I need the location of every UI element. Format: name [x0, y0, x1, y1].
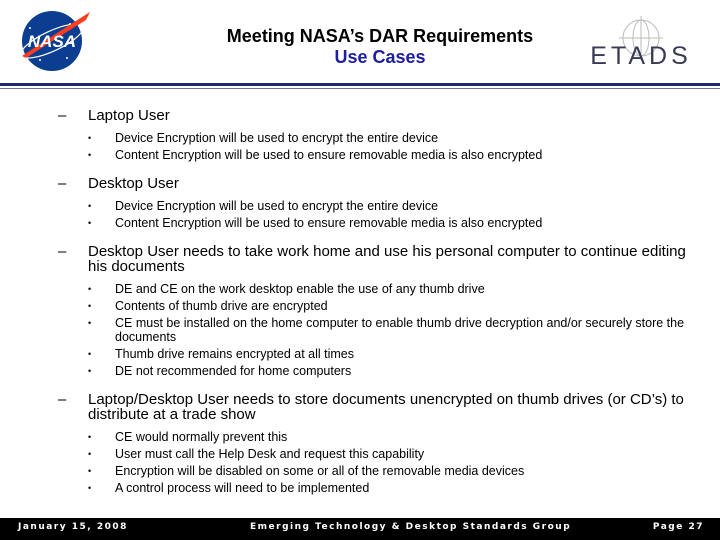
nasa-logo: [12, 6, 96, 74]
bullet-list: [0, 282, 720, 378]
use-case-heading: Laptop/Desktop User needs to store documents unencrypted on thumb drives (or CD’s) to distribute at a trade show: [88, 391, 684, 423]
list-item: • CE would normally prevent this: [88, 430, 288, 444]
list-item: • Content Encryption will be used to ensure removable media is also encrypted: [88, 216, 543, 230]
svg-text:NASA: NASA: [27, 32, 77, 51]
title-line-2: Use Cases: [334, 47, 426, 67]
page-number: Page 27: [652, 522, 704, 532]
slide-title: [100, 26, 660, 68]
list-item: • CE must be installed on the home computer to enable thumb drive decryption and/or securely store the documents: [88, 316, 685, 344]
footer-bar: [0, 518, 720, 540]
use-case-heading: Desktop User needs to take work home and use his personal computer to continue editing his documents: [88, 243, 686, 275]
footer-date: January 15, 2008: [18, 522, 128, 532]
etads-logo: [586, 12, 696, 74]
bullet-list: [0, 131, 720, 162]
list-item: • User must call the Help Desk and request this capability: [88, 447, 425, 461]
use-case-desktop-home: [0, 244, 720, 378]
list-item: • Device Encryption will be used to encrypt the entire device: [88, 199, 439, 213]
list-item: • Content Encryption will be used to ensure removable media is also encrypted: [88, 148, 543, 162]
use-case-heading: Desktop User: [88, 175, 179, 192]
list-item: • DE not recommended for home computers: [88, 364, 352, 378]
title-line-1: Meeting NASA’s DAR Requirements: [226, 26, 534, 46]
footer-group: Emerging Technology & Desktop Standards Group: [250, 522, 572, 532]
bullet-list: [0, 199, 720, 230]
list-item: • DE and CE on the work desktop enable the use of any thumb drive: [88, 282, 485, 296]
header-rule-thin: [0, 88, 720, 89]
list-item: • Contents of thumb drive are encrypted: [88, 299, 328, 313]
slide-content: [0, 108, 720, 509]
dash-marker: –: [58, 243, 67, 260]
use-case-laptop-user: [0, 108, 720, 162]
use-case-trade-show: [0, 392, 720, 495]
list-item: • Device Encryption will be used to encrypt the entire device: [88, 131, 439, 145]
list-item: • Thumb drive remains encrypted at all times: [88, 347, 354, 361]
list-item: • A control process will need to be implemented: [88, 481, 370, 495]
dash-marker: –: [58, 391, 67, 408]
svg-text:ETADS: ETADS: [590, 42, 692, 70]
use-case-desktop-user: [0, 176, 720, 230]
list-item: • Encryption will be disabled on some or all of the removable media devices: [88, 464, 525, 478]
dash-marker: –: [58, 175, 67, 192]
bullet-list: [0, 430, 720, 495]
dash-marker: –: [58, 107, 67, 124]
header-rule: [0, 83, 720, 86]
use-case-heading: Laptop User: [88, 107, 170, 124]
